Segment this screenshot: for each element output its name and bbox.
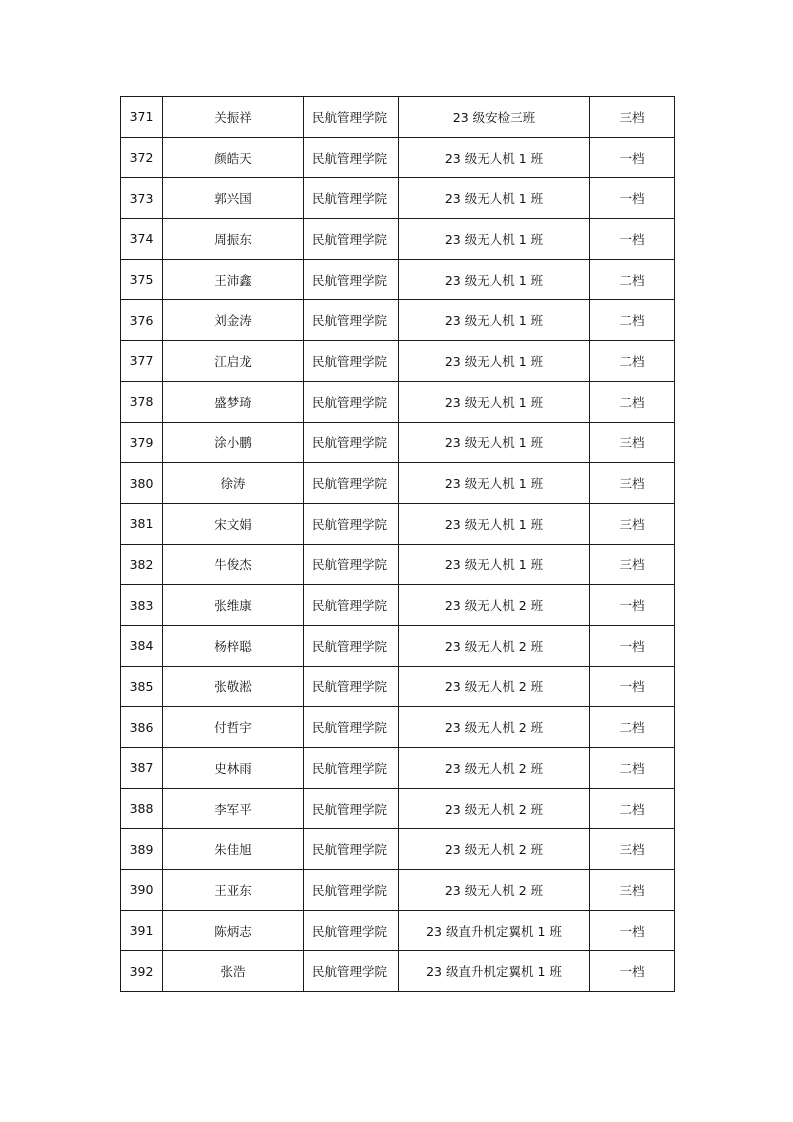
row-number-cell: 374	[121, 219, 163, 260]
student-name-cell: 朱佳旭	[163, 829, 304, 870]
grade-level-cell: 一档	[590, 585, 675, 626]
row-number-cell: 389	[121, 829, 163, 870]
row-number-cell: 381	[121, 503, 163, 544]
table-row	[121, 788, 675, 829]
class-cell: 23 级无人机 2 班	[399, 625, 590, 666]
table-row	[121, 870, 675, 911]
row-number-cell: 382	[121, 544, 163, 585]
college-cell: 民航管理学院	[304, 951, 399, 992]
table-row	[121, 748, 675, 789]
table-row	[121, 625, 675, 666]
class-cell: 23 级无人机 2 班	[399, 666, 590, 707]
college-cell: 民航管理学院	[304, 300, 399, 341]
class-cell: 23 级直升机定翼机 1 班	[399, 910, 590, 951]
table-row	[121, 219, 675, 260]
college-cell: 民航管理学院	[304, 748, 399, 789]
college-cell: 民航管理学院	[304, 178, 399, 219]
student-name-cell: 王亚东	[163, 870, 304, 911]
grade-level-cell: 二档	[590, 788, 675, 829]
row-number-cell: 383	[121, 585, 163, 626]
class-cell: 23 级无人机 1 班	[399, 544, 590, 585]
table-row	[121, 422, 675, 463]
class-cell: 23 级无人机 1 班	[399, 503, 590, 544]
grade-level-cell: 二档	[590, 748, 675, 789]
college-cell: 民航管理学院	[304, 219, 399, 260]
class-cell: 23 级无人机 1 班	[399, 463, 590, 504]
college-cell: 民航管理学院	[304, 341, 399, 382]
grade-level-cell: 三档	[590, 829, 675, 870]
table-row	[121, 707, 675, 748]
class-cell: 23 级安检三班	[399, 97, 590, 138]
grade-level-cell: 一档	[590, 178, 675, 219]
college-cell: 民航管理学院	[304, 829, 399, 870]
class-cell: 23 级无人机 2 班	[399, 585, 590, 626]
row-number-cell: 390	[121, 870, 163, 911]
grade-level-cell: 二档	[590, 707, 675, 748]
row-number-cell: 376	[121, 300, 163, 341]
row-number-cell: 391	[121, 910, 163, 951]
row-number-cell: 379	[121, 422, 163, 463]
grade-level-cell: 三档	[590, 503, 675, 544]
class-cell: 23 级无人机 2 班	[399, 870, 590, 911]
class-cell: 23 级无人机 1 班	[399, 137, 590, 178]
student-name-cell: 杨梓聪	[163, 625, 304, 666]
college-cell: 民航管理学院	[304, 910, 399, 951]
grade-level-cell: 一档	[590, 910, 675, 951]
table-row	[121, 585, 675, 626]
grade-level-cell: 二档	[590, 259, 675, 300]
row-number-cell: 371	[121, 97, 163, 138]
class-cell: 23 级无人机 2 班	[399, 788, 590, 829]
student-name-cell: 张浩	[163, 951, 304, 992]
student-name-cell: 江启龙	[163, 341, 304, 382]
class-cell: 23 级无人机 1 班	[399, 300, 590, 341]
grade-level-cell: 二档	[590, 341, 675, 382]
college-cell: 民航管理学院	[304, 503, 399, 544]
college-cell: 民航管理学院	[304, 625, 399, 666]
college-cell: 民航管理学院	[304, 463, 399, 504]
class-cell: 23 级无人机 2 班	[399, 829, 590, 870]
table-row	[121, 137, 675, 178]
table-row	[121, 97, 675, 138]
class-cell: 23 级无人机 1 班	[399, 341, 590, 382]
grade-level-cell: 三档	[590, 422, 675, 463]
table-row	[121, 381, 675, 422]
roster-table-body	[121, 97, 675, 992]
class-cell: 23 级无人机 1 班	[399, 422, 590, 463]
class-cell: 23 级无人机 2 班	[399, 748, 590, 789]
student-name-cell: 张敬淞	[163, 666, 304, 707]
student-name-cell: 宋文娟	[163, 503, 304, 544]
class-cell: 23 级无人机 2 班	[399, 707, 590, 748]
college-cell: 民航管理学院	[304, 788, 399, 829]
college-cell: 民航管理学院	[304, 137, 399, 178]
row-number-cell: 386	[121, 707, 163, 748]
table-row	[121, 829, 675, 870]
table-row	[121, 341, 675, 382]
student-name-cell: 王沛鑫	[163, 259, 304, 300]
grade-level-cell: 三档	[590, 544, 675, 585]
row-number-cell: 387	[121, 748, 163, 789]
table-row	[121, 503, 675, 544]
student-name-cell: 刘金涛	[163, 300, 304, 341]
student-name-cell: 徐涛	[163, 463, 304, 504]
grade-level-cell: 三档	[590, 97, 675, 138]
college-cell: 民航管理学院	[304, 707, 399, 748]
student-name-cell: 张维康	[163, 585, 304, 626]
grade-level-cell: 一档	[590, 625, 675, 666]
row-number-cell: 385	[121, 666, 163, 707]
table-row	[121, 259, 675, 300]
class-cell: 23 级无人机 1 班	[399, 219, 590, 260]
table-row	[121, 178, 675, 219]
student-name-cell: 李军平	[163, 788, 304, 829]
row-number-cell: 392	[121, 951, 163, 992]
college-cell: 民航管理学院	[304, 585, 399, 626]
student-name-cell: 涂小鹏	[163, 422, 304, 463]
roster-table	[120, 96, 675, 992]
class-cell: 23 级无人机 1 班	[399, 259, 590, 300]
college-cell: 民航管理学院	[304, 544, 399, 585]
row-number-cell: 377	[121, 341, 163, 382]
row-number-cell: 380	[121, 463, 163, 504]
grade-level-cell: 二档	[590, 381, 675, 422]
class-cell: 23 级无人机 1 班	[399, 178, 590, 219]
college-cell: 民航管理学院	[304, 422, 399, 463]
grade-level-cell: 三档	[590, 870, 675, 911]
student-name-cell: 颜皓天	[163, 137, 304, 178]
grade-level-cell: 二档	[590, 300, 675, 341]
college-cell: 民航管理学院	[304, 97, 399, 138]
student-name-cell: 盛梦琦	[163, 381, 304, 422]
table-row	[121, 951, 675, 992]
college-cell: 民航管理学院	[304, 666, 399, 707]
table-row	[121, 910, 675, 951]
grade-level-cell: 一档	[590, 219, 675, 260]
table-row	[121, 666, 675, 707]
student-name-cell: 付哲宇	[163, 707, 304, 748]
class-cell: 23 级无人机 1 班	[399, 381, 590, 422]
row-number-cell: 388	[121, 788, 163, 829]
row-number-cell: 375	[121, 259, 163, 300]
student-name-cell: 郭兴国	[163, 178, 304, 219]
table-row	[121, 463, 675, 504]
row-number-cell: 372	[121, 137, 163, 178]
student-name-cell: 周振东	[163, 219, 304, 260]
grade-level-cell: 一档	[590, 951, 675, 992]
class-cell: 23 级直升机定翼机 1 班	[399, 951, 590, 992]
grade-level-cell: 一档	[590, 666, 675, 707]
grade-level-cell: 一档	[590, 137, 675, 178]
student-name-cell: 史林雨	[163, 748, 304, 789]
row-number-cell: 378	[121, 381, 163, 422]
college-cell: 民航管理学院	[304, 381, 399, 422]
student-name-cell: 陈炳志	[163, 910, 304, 951]
grade-level-cell: 三档	[590, 463, 675, 504]
table-row	[121, 300, 675, 341]
college-cell: 民航管理学院	[304, 870, 399, 911]
row-number-cell: 373	[121, 178, 163, 219]
student-name-cell: 关振祥	[163, 97, 304, 138]
table-row	[121, 544, 675, 585]
college-cell: 民航管理学院	[304, 259, 399, 300]
student-name-cell: 牛俊杰	[163, 544, 304, 585]
row-number-cell: 384	[121, 625, 163, 666]
